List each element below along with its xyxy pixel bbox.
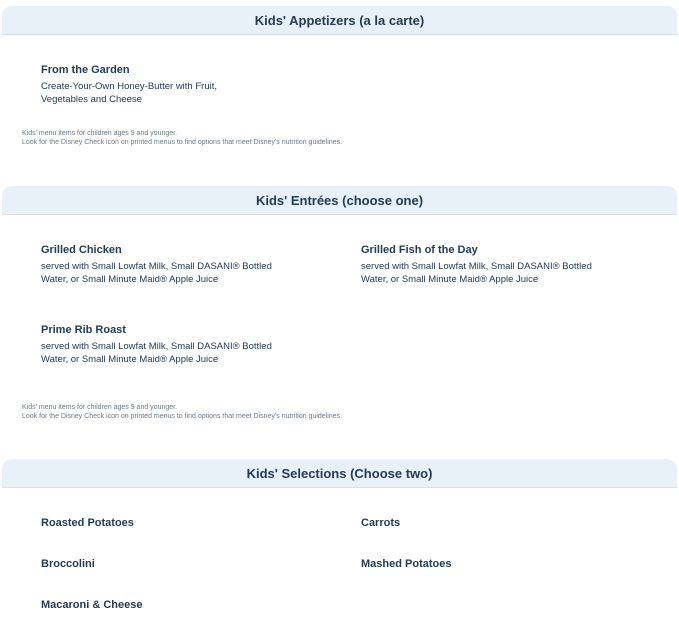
selection-item: Roasted Potatoes: [41, 517, 134, 529]
item-description: served with Small Lowfat Milk, Small DASANI® Bottled Water, or Small Minute Maid® Apple Juice: [41, 261, 272, 285]
menu-item: [41, 323, 291, 366]
appetizers-note: [22, 129, 662, 147]
menu-item: [41, 243, 291, 286]
selection-item: Carrots: [361, 517, 401, 529]
item-name: From the Garden: [41, 64, 130, 76]
selection-item: Macaroni & Cheese: [41, 599, 143, 611]
item-description: served with Small Lowfat Milk, Small DASANI® Bottled Water, or Small Minute Maid® Apple Juice: [41, 341, 272, 365]
note-line: Look for the Disney Check icon on printed menus to find options that meet Disney's nutrition guidelines.: [22, 139, 343, 146]
appetizers-header: Kids' Appetizers (a la carte): [2, 6, 677, 35]
menu-item: [41, 63, 261, 106]
item-description: served with Small Lowfat Milk, Small DASANI® Bottled Water, or Small Minute Maid® Apple Juice: [361, 261, 592, 285]
note-line: Kids' menu items for children ages 9 and younger.: [22, 404, 178, 411]
item-name: Grilled Fish of the Day: [361, 244, 478, 256]
item-name: Prime Rib Roast: [41, 324, 126, 336]
note-line: Look for the Disney Check icon on printed menus to find options that meet Disney's nutrition guidelines.: [22, 413, 343, 420]
selections-header: Kids' Selections (Choose two): [2, 459, 677, 488]
entrees-header: Kids' Entrées (choose one): [2, 186, 677, 215]
entrees-note: [22, 403, 662, 421]
selection-item: Mashed Potatoes: [361, 558, 452, 570]
selection-item: Broccolini: [41, 558, 95, 570]
item-description: Create-Your-Own Honey-Butter with Fruit, Vegetables and Cheese: [41, 81, 217, 105]
note-line: Kids' menu items for children ages 9 and younger.: [22, 130, 178, 137]
item-name: Grilled Chicken: [41, 244, 122, 256]
menu-item: [361, 243, 611, 286]
